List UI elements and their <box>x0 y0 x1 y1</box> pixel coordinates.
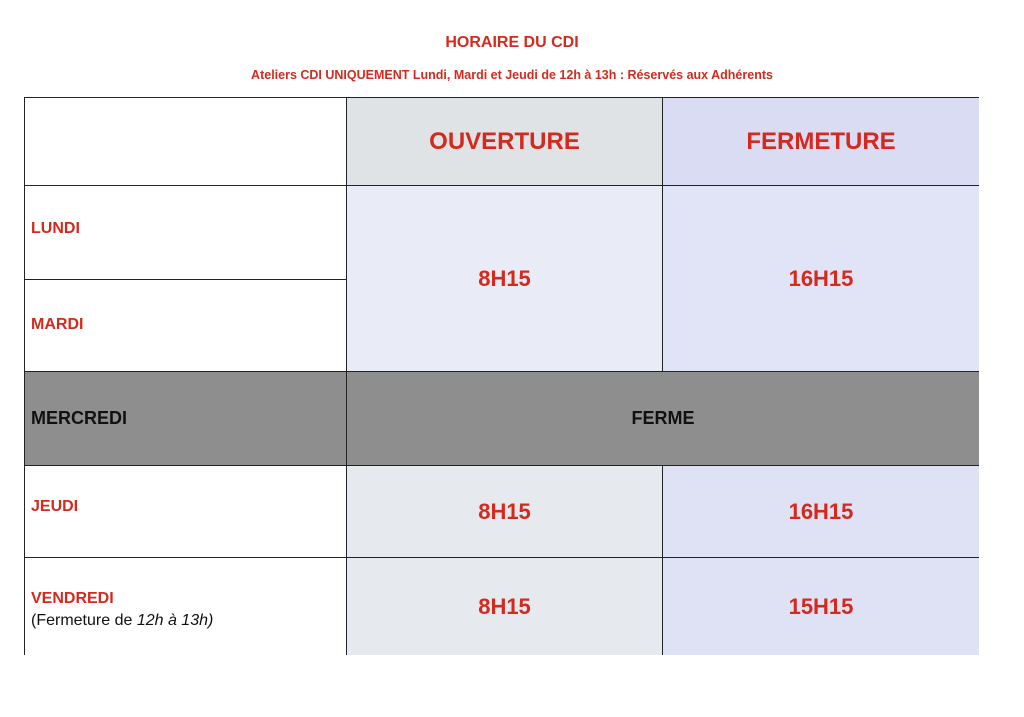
jeudi-closing: 16H15 <box>663 466 979 558</box>
header-closing: FERMETURE <box>663 98 979 186</box>
page-subtitle: Ateliers CDI UNIQUEMENT Lundi, Mardi et Jeudi de 12h à 13h : Réservés aux Adhérents <box>251 68 773 82</box>
day-vendredi: VENDREDI <box>31 590 114 607</box>
day-jeudi: JEUDI <box>25 466 347 558</box>
vendredi-note <box>31 612 213 630</box>
mercredi-status: FERME <box>347 372 979 466</box>
day-mardi: MARDI <box>25 280 347 372</box>
day-mercredi: MERCREDI <box>25 372 347 466</box>
vendredi-opening: 8H15 <box>347 558 663 655</box>
day-vendredi-cell <box>25 558 347 655</box>
lundi-mardi-opening: 8H15 <box>347 186 663 372</box>
schedule-table <box>24 97 979 655</box>
vendredi-closing: 15H15 <box>663 558 979 655</box>
vendredi-note-time: 12h à 13h) <box>136 612 214 629</box>
jeudi-opening: 8H15 <box>347 466 663 558</box>
header-empty-cell <box>25 98 347 186</box>
day-lundi: LUNDI <box>25 186 347 280</box>
page-title: HORAIRE DU CDI <box>445 34 579 51</box>
header-opening: OUVERTURE <box>347 98 663 186</box>
lundi-mardi-closing: 16H15 <box>663 186 979 372</box>
vendredi-note-prefix: (Fermeture de <box>31 612 137 629</box>
